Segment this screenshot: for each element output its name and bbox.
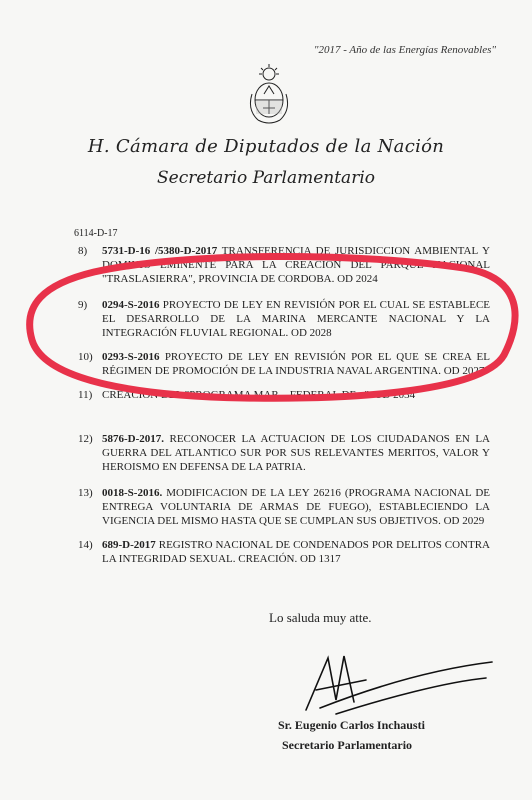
list-item — [78, 538, 490, 566]
item-text: CREACION DEL "PROGRAMA MAR... FEDERAL DE...". OD 2034 — [102, 389, 416, 401]
item-text: PROYECTO DE LEY EN REVISIÓN POR EL QUE SE CREA EL RÉGIMEN DE PROMOCIÓN DE LA INDUSTRIA NAVAL ARGENTINA. OD 2027 — [102, 351, 490, 377]
item-text: PROYECTO DE LEY EN REVISIÓN POR EL CUAL SE ESTABLECE EL DESARROLLO DE LA MARINA MERCANTE NACIONAL Y LA INTEGRACIÓN FLUVIAL REGIONAL. OD 2028 — [102, 299, 490, 339]
list-item — [78, 244, 490, 286]
year-motto: "2017 - Año de las Energías Renovables" — [313, 44, 496, 56]
item-code: 0018-S-2016. — [102, 487, 163, 499]
list-item — [78, 432, 490, 474]
signatory-title: Secretario Parlamentario — [282, 738, 413, 752]
item-number: 8) — [78, 245, 88, 257]
item-number: 9) — [78, 299, 88, 311]
national-coat-of-arms-icon — [244, 64, 294, 128]
handwritten-signature-icon — [296, 650, 496, 720]
item-number: 10) — [78, 351, 93, 363]
item-code: 0293-S-2016 — [102, 351, 160, 363]
item-number: 12) — [78, 433, 93, 445]
document-reference: 6114-D-17 — [74, 228, 118, 239]
item-code: 5731-D-16 /5380-D-2017 — [102, 245, 218, 257]
chamber-heading: H. Cámara de Diputados de la Nación — [87, 136, 445, 157]
list-item — [78, 298, 490, 340]
item-number: 13) — [78, 487, 93, 499]
office-heading: Secretario Parlamentario — [157, 168, 375, 188]
list-item — [78, 486, 490, 528]
list-item — [78, 388, 490, 402]
item-number: 11) — [78, 389, 93, 401]
item-text: RECONOCER LA ACTUACION DE LOS CIUDADANOS EN LA GUERRA DEL ATLANTICO SUR POR SUS RELEVANTES MERITOS, VALOR Y HEROISMO EN DEFENSA DE LA PATRIA. — [102, 433, 490, 473]
closing-salutation: Lo saluda muy atte. — [269, 610, 372, 625]
item-code: 0294-S-2016 — [102, 299, 160, 311]
signatory-name: Sr. Eugenio Carlos Inchausti — [278, 718, 425, 732]
item-text: MODIFICACION DE LA LEY 26216 (PROGRAMA NACIONAL DE ENTREGA VOLUNTARIA DE ARMAS DE FUEGO), ESTABLECIENDO LA VIGENCIA DEL MISMO HASTA QUE SE CUMPLAN SUS OBJETIVOS. OD 2029 — [102, 487, 490, 527]
item-code: 5876-D-2017. — [102, 433, 165, 445]
item-number: 14) — [78, 539, 93, 551]
item-text: REGISTRO NACIONAL DE CONDENADOS POR DELITOS CONTRA LA INTEGRIDAD SEXUAL. CREACIÓN. OD 1317 — [102, 539, 490, 565]
item-code: 689-D-2017 — [102, 539, 156, 551]
item-text: TRANSFERENCIA DE JURISDICCION AMBIENTAL Y DOMINIO EMINENTE PARA LA CREACION DEL PARQUE NACIONAL "TRASLASIERRA", PROVINCIA DE CORDOBA. OD 2024 — [102, 245, 490, 285]
list-item — [78, 350, 490, 378]
